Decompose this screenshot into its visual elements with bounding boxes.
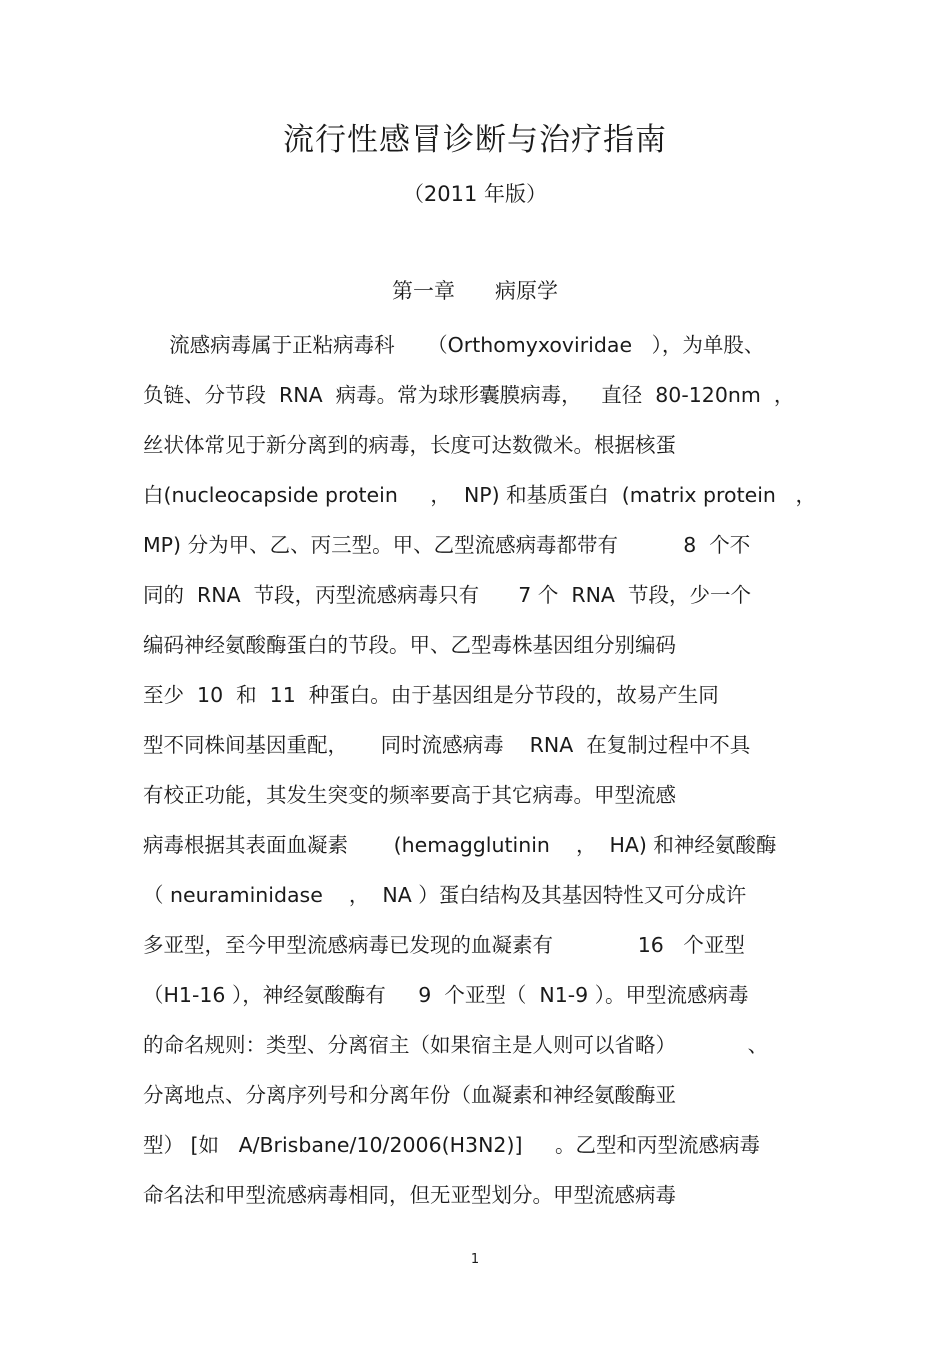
body-line: （H1-16 ），神经氨酸酶有 9 个亚型（ N1-9 ）。甲型流感病毒 [143, 983, 749, 1007]
body-line: 多亚型，至今甲型流感病毒已发现的血凝素有 16 个亚型 [143, 933, 745, 957]
body-line: 流感病毒属于正粘病毒科 （Orthomyxoviridae ），为单股、 [143, 333, 765, 357]
body-line: 丝状体常见于新分离到的病毒，长度可达数微米。根据核蛋 [143, 433, 676, 457]
body-line: 的命名规则：类型、分离宿主（如果宿主是人则可以省略） 、 [143, 1033, 769, 1057]
chapter-heading: 第一章 病原学 [391, 279, 559, 303]
body-line: 同的 RNA 节段，丙型流感病毒只有 7 个 RNA 节段，少一个 [143, 583, 751, 607]
body-line: （ neuraminidase ， NA ）蛋白结构及其基因特性又可分成许 [143, 883, 747, 907]
body-line: 型不同株间基因重配， 同时流感病毒 RNA 在复制过程中不具 [143, 733, 751, 757]
body-line: 至少 10 和 11 种蛋白。由于基因组是分节段的，故易产生同 [143, 683, 719, 707]
body-line: 白(nucleocapside protein ， NP) 和基质蛋白 (matrix protein ， [143, 483, 816, 507]
body-paragraph [143, 325, 823, 1225]
body-line: 分离地点、分离序列号和分离年份（血凝素和神经氨酸酶亚 [143, 1083, 676, 1107]
document-edition: （2011 年版） [402, 182, 548, 206]
document-title: 流行性感冒诊断与治疗指南 [283, 122, 667, 158]
body-line: 病毒根据其表面血凝素 (hemagglutinin ， HA) 和神经氨酸酶 [143, 833, 777, 857]
body-line: 有校正功能，其发生突变的频率要高于其它病毒。甲型流感 [143, 783, 676, 807]
body-line: MP) 分为甲、乙、丙三型。甲、乙型流感病毒都带有 8 个不 [143, 533, 751, 557]
body-line: 命名法和甲型流感病毒相同，但无亚型划分。甲型流感病毒 [143, 1183, 676, 1207]
body-line: 负链、分节段 RNA 病毒。常为球形囊膜病毒， 直径 80-120nm ， [143, 383, 795, 407]
page-number: 1 [470, 1252, 480, 1267]
body-line: 编码神经氨酸酶蛋白的节段。甲、乙型毒株基因组分别编码 [143, 633, 676, 657]
body-line: 型） [如 A/Brisbane/10/2006(H3N2)] 。乙型和丙型流感病毒 [143, 1133, 761, 1157]
